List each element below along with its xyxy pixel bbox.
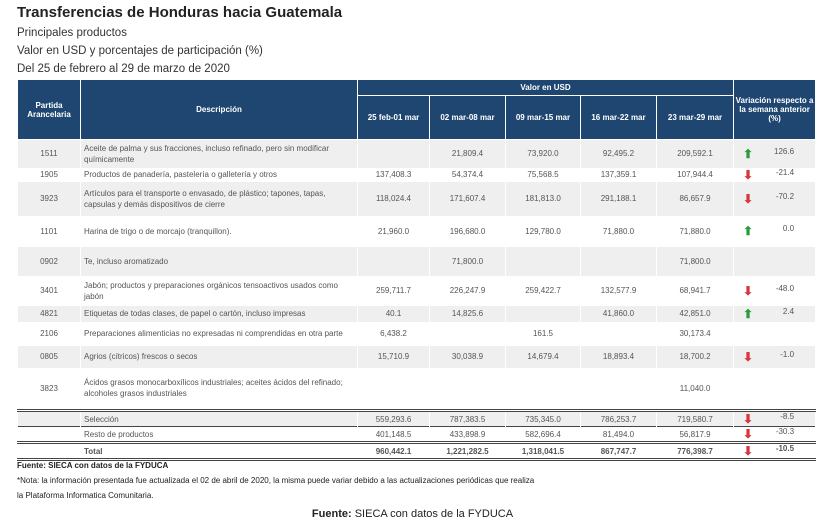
arrow-up-icon: ⬆ bbox=[743, 224, 754, 238]
variation-wrap bbox=[737, 147, 812, 161]
summary-spacer bbox=[18, 411, 81, 427]
summary-value: 56,817.9 bbox=[657, 427, 734, 443]
week-value: 75,568.5 bbox=[506, 168, 581, 182]
product-description: Preparaciones alimenticias no expresadas ni comprendidas en otra parte bbox=[81, 322, 358, 346]
summary-spacer bbox=[18, 443, 81, 460]
table-row bbox=[18, 346, 816, 368]
week-value: 71,800.0 bbox=[430, 247, 506, 276]
partida-code: 1905 bbox=[18, 168, 81, 182]
table-row bbox=[18, 216, 816, 247]
variation-wrap bbox=[737, 307, 812, 321]
arrow-down-icon: ⬇ bbox=[743, 444, 754, 458]
product-description: Artículos para el transporte o envasado, de plástico; tapones, tapas, capsulas y demás dispositivos de cierre bbox=[81, 182, 358, 216]
header-partida: Partida Arancelaria bbox=[18, 80, 81, 140]
variation-value: -1.0 bbox=[780, 349, 795, 359]
summary-row bbox=[18, 411, 816, 427]
summary-value: 735,345.0 bbox=[506, 411, 581, 427]
variation-value: -21.4 bbox=[775, 167, 795, 177]
product-description: Te, incluso aromatizado bbox=[81, 247, 358, 276]
week-value: 18,700.2 bbox=[657, 346, 734, 368]
partida-code: 1511 bbox=[18, 140, 81, 168]
arrow-down-icon: ⬇ bbox=[743, 167, 754, 182]
week-value: 71,880.0 bbox=[657, 216, 734, 247]
summary-label: Resto de productos bbox=[81, 427, 358, 443]
partida-code: 1101 bbox=[18, 216, 81, 247]
footnote-note-cont: la Plataforma Informatica Comunitaria. bbox=[17, 491, 154, 500]
week-value: 30,173.4 bbox=[657, 322, 734, 346]
variation-cell bbox=[734, 276, 816, 306]
partida-code: 0805 bbox=[18, 346, 81, 368]
week-value bbox=[506, 306, 581, 322]
header-week: 16 mar-22 mar bbox=[581, 96, 657, 140]
transfers-table bbox=[17, 79, 816, 461]
variation-cell bbox=[734, 306, 816, 322]
variation-value: -8.5 bbox=[780, 412, 795, 421]
page-title: Transferencias de Honduras hacia Guatemala bbox=[17, 4, 343, 21]
week-value: 132,577.9 bbox=[581, 276, 657, 306]
summary-value: 719,580.7 bbox=[657, 411, 734, 427]
product-description: Productos de panadería, pastelería o galletería y otros bbox=[81, 168, 358, 182]
header-week: 23 mar-29 mar bbox=[657, 96, 734, 140]
week-value: 118,024.4 bbox=[358, 182, 430, 216]
week-value: 226,247.9 bbox=[430, 276, 506, 306]
summary-row bbox=[18, 427, 816, 443]
variation-value: -48.0 bbox=[775, 283, 795, 293]
header-descripcion: Descripción bbox=[81, 80, 358, 140]
week-value: 107,944.4 bbox=[657, 168, 734, 182]
source-text: SIECA con datos de la FYDUCA bbox=[351, 508, 514, 520]
variation-value: -70.2 bbox=[775, 191, 795, 201]
summary-value: 1,221,282.5 bbox=[430, 443, 506, 460]
summary-value: 582,696.4 bbox=[506, 427, 581, 443]
arrow-down-icon: ⬇ bbox=[743, 427, 754, 441]
variation-wrap bbox=[737, 192, 812, 206]
week-value: 68,941.7 bbox=[657, 276, 734, 306]
header-variacion: Variación respecto a la semana anterior (%) bbox=[734, 80, 816, 140]
variation-cell bbox=[734, 368, 816, 411]
week-value: 129,780.0 bbox=[506, 216, 581, 247]
week-value: 11,040.0 bbox=[657, 368, 734, 411]
header-week: 09 mar-15 mar bbox=[506, 96, 581, 140]
week-value: 21,960.0 bbox=[358, 216, 430, 247]
week-value: 40.1 bbox=[358, 306, 430, 322]
partida-code: 3923 bbox=[18, 182, 81, 216]
week-value: 30,038.9 bbox=[430, 346, 506, 368]
product-description: Agrios (cítricos) frescos o secos bbox=[81, 346, 358, 368]
variation-value: 126.6 bbox=[774, 146, 795, 156]
variation-wrap bbox=[737, 444, 812, 458]
week-value: 196,680.0 bbox=[430, 216, 506, 247]
table-row bbox=[18, 306, 816, 322]
week-value: 21,809.4 bbox=[430, 140, 506, 168]
summary-value: 960,442.1 bbox=[358, 443, 430, 460]
summary-value: 867,747.7 bbox=[581, 443, 657, 460]
week-value: 161.5 bbox=[506, 322, 581, 346]
product-description: Jabón; productos y preparaciones orgánicos tensoactivos usados como jabón bbox=[81, 276, 358, 306]
footnote-note: *Nota: la información presentada fue actualizada el 02 de abril de 2020, la misma puede variar debido a las actualizaciones periódicas que realiza bbox=[17, 476, 535, 485]
week-value: 42,851.0 bbox=[657, 306, 734, 322]
table-row bbox=[18, 368, 816, 411]
week-value: 259,711.7 bbox=[358, 276, 430, 306]
week-value: 71,800.0 bbox=[657, 247, 734, 276]
week-value: 291,188.1 bbox=[581, 182, 657, 216]
variation-wrap bbox=[737, 350, 812, 364]
week-value bbox=[506, 247, 581, 276]
summary-value: 433,898.9 bbox=[430, 427, 506, 443]
subtitle-period: Del 25 de febrero al 29 de marzo de 2020 bbox=[17, 63, 230, 75]
week-value: 14,679.4 bbox=[506, 346, 581, 368]
table-row bbox=[18, 140, 816, 168]
arrow-down-icon: ⬇ bbox=[743, 349, 754, 364]
variation-wrap bbox=[737, 412, 812, 426]
week-value bbox=[506, 368, 581, 411]
partida-code: 0902 bbox=[18, 247, 81, 276]
week-value: 6,438.2 bbox=[358, 322, 430, 346]
week-value bbox=[430, 368, 506, 411]
week-value bbox=[430, 322, 506, 346]
summary-row bbox=[18, 443, 816, 460]
variation-cell bbox=[734, 411, 816, 427]
arrow-up-icon: ⬆ bbox=[743, 306, 754, 321]
summary-value: 787,383.5 bbox=[430, 411, 506, 427]
week-value: 54,374.4 bbox=[430, 168, 506, 182]
product-description: Etiquetas de todas clases, de papel o cartón, incluso impresas bbox=[81, 306, 358, 322]
variation-value: 0.0 bbox=[782, 224, 795, 233]
table-row bbox=[18, 168, 816, 182]
source-label: Fuente: bbox=[311, 508, 352, 520]
week-value: 137,359.1 bbox=[581, 168, 657, 182]
week-value bbox=[581, 322, 657, 346]
header-week: 02 mar-08 mar bbox=[430, 96, 506, 140]
week-value: 171,607.4 bbox=[430, 182, 506, 216]
header-valor: Valor en USD bbox=[358, 80, 734, 96]
variation-cell bbox=[734, 182, 816, 216]
variation-wrap bbox=[737, 427, 812, 441]
week-value: 71,880.0 bbox=[581, 216, 657, 247]
source-caption bbox=[0, 508, 825, 520]
summary-value: 559,293.6 bbox=[358, 411, 430, 427]
arrow-up-icon: ⬆ bbox=[743, 146, 754, 161]
partida-code: 3401 bbox=[18, 276, 81, 306]
variation-wrap bbox=[737, 168, 812, 182]
arrow-down-icon: ⬇ bbox=[743, 283, 754, 298]
week-value bbox=[358, 247, 430, 276]
variation-value: 2.4 bbox=[782, 306, 795, 316]
partida-code: 3823 bbox=[18, 368, 81, 411]
summary-value: 1,318,041.5 bbox=[506, 443, 581, 460]
week-value bbox=[358, 140, 430, 168]
variation-cell bbox=[734, 216, 816, 247]
variation-value: -10.5 bbox=[775, 444, 795, 453]
variation-cell bbox=[734, 427, 816, 443]
partida-code: 2106 bbox=[18, 322, 81, 346]
subtitle-units: Valor en USD y porcentajes de participación (%) bbox=[17, 45, 263, 57]
summary-value: 401,148.5 bbox=[358, 427, 430, 443]
summary-value: 81,494.0 bbox=[581, 427, 657, 443]
summary-value: 786,253.7 bbox=[581, 411, 657, 427]
week-value: 92,495.2 bbox=[581, 140, 657, 168]
week-value: 18,893.4 bbox=[581, 346, 657, 368]
arrow-down-icon: ⬇ bbox=[743, 191, 754, 206]
week-value: 14,825.6 bbox=[430, 306, 506, 322]
variation-cell bbox=[734, 140, 816, 168]
table-row bbox=[18, 276, 816, 306]
week-value bbox=[581, 247, 657, 276]
variation-cell bbox=[734, 247, 816, 276]
week-value bbox=[358, 368, 430, 411]
variation-cell bbox=[734, 443, 816, 460]
week-value: 73,920.0 bbox=[506, 140, 581, 168]
product-description: Harina de trigo o de morcajo (tranquillon). bbox=[81, 216, 358, 247]
week-value: 137,408.3 bbox=[358, 168, 430, 182]
variation-wrap bbox=[737, 284, 812, 298]
partida-code: 4821 bbox=[18, 306, 81, 322]
variation-cell bbox=[734, 346, 816, 368]
table-row bbox=[18, 182, 816, 216]
summary-label: Total bbox=[81, 443, 358, 460]
table-row bbox=[18, 247, 816, 276]
week-value: 181,813.0 bbox=[506, 182, 581, 216]
footnote-source: Fuente: SIECA con datos de la FYDUCA bbox=[17, 461, 169, 470]
table-row bbox=[18, 322, 816, 346]
week-value: 86,657.9 bbox=[657, 182, 734, 216]
variation-cell bbox=[734, 168, 816, 182]
product-description: Ácidos grasos monocarboxílicos industriales; aceites ácidos del refinado; alcoholes grasos industriales bbox=[81, 368, 358, 411]
week-value: 209,592.1 bbox=[657, 140, 734, 168]
header-week: 25 feb-01 mar bbox=[358, 96, 430, 140]
arrow-down-icon: ⬇ bbox=[743, 412, 754, 426]
week-value: 15,710.9 bbox=[358, 346, 430, 368]
summary-label: Selección bbox=[81, 411, 358, 427]
product-description: Aceite de palma y sus fracciones, incluso refinado, pero sin modificar químicamente bbox=[81, 140, 358, 168]
variation-cell bbox=[734, 322, 816, 346]
summary-value: 776,398.7 bbox=[657, 443, 734, 460]
week-value: 259,422.7 bbox=[506, 276, 581, 306]
week-value: 41,860.0 bbox=[581, 306, 657, 322]
summary-spacer bbox=[18, 427, 81, 443]
subtitle-products: Principales productos bbox=[17, 27, 127, 39]
variation-wrap bbox=[737, 224, 812, 238]
week-value bbox=[581, 368, 657, 411]
variation-value: -30.3 bbox=[775, 427, 795, 436]
